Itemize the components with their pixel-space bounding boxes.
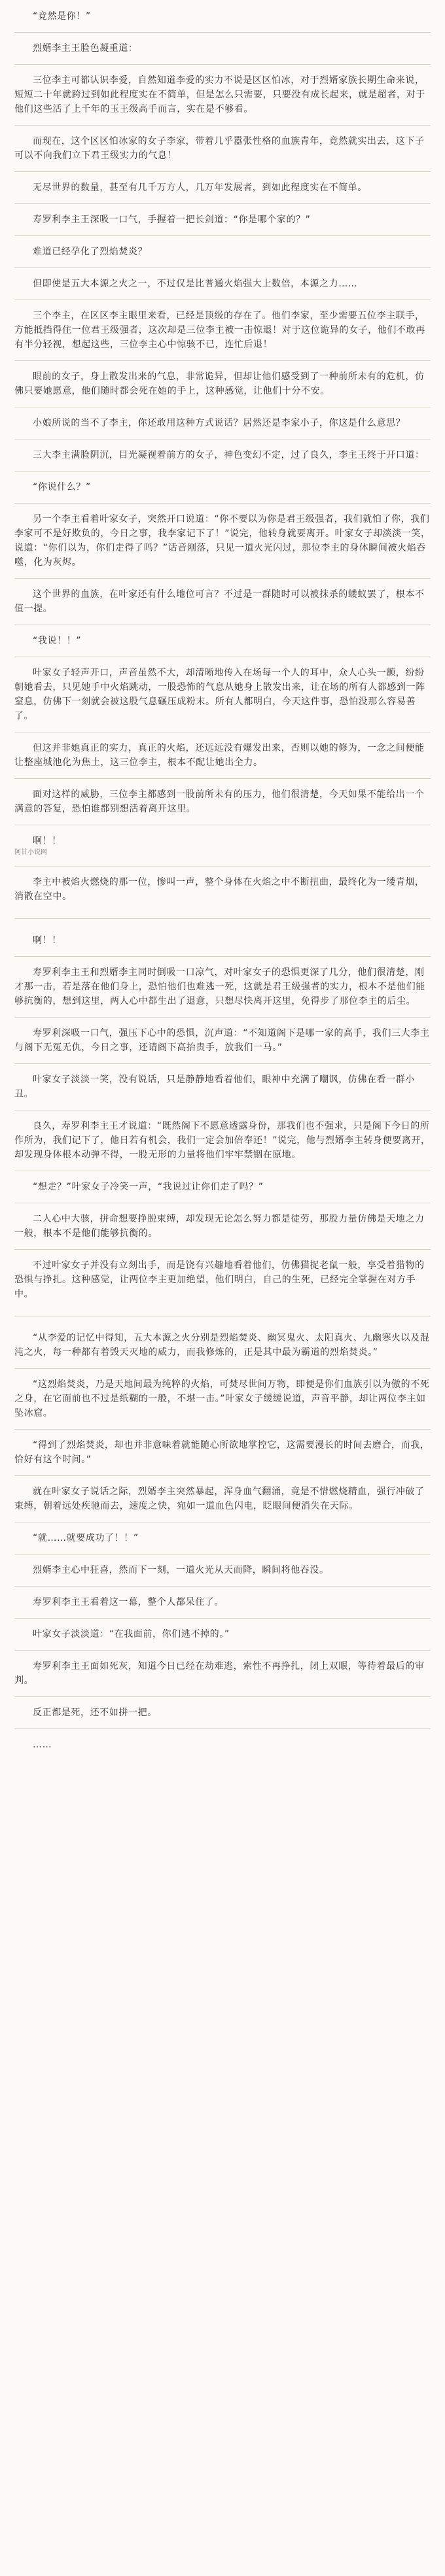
divider xyxy=(14,471,431,472)
paragraph: 啊！！ xyxy=(33,836,62,846)
divider xyxy=(14,1475,431,1476)
paragraph: 烈婿李主王脸色凝重道： xyxy=(33,43,138,54)
paragraph: 而现在，这个区区怕冰家的女子李家，带着几乎嚣张性格的血族青年，竟然就实出去，这下子可以不向我们立下君王级实力的气息！ xyxy=(14,136,425,161)
paragraph: 寿罗利李主王面如死灰，知道今日已经在劫难逃，索性不再挣扎，闭上双眼，等待着最后的审判。 xyxy=(14,1661,425,1686)
divider xyxy=(14,171,431,172)
site-watermark: 阿甘小说网 xyxy=(14,849,47,856)
divider xyxy=(14,125,431,126)
divider xyxy=(14,1249,431,1250)
paragraph: 烈婿李主心中狂喜，然而下一刻，一道火光从天而降，瞬间将他吞没。 xyxy=(33,1565,329,1575)
divider xyxy=(14,578,431,579)
divider xyxy=(14,64,431,65)
paragraph: “我说！！” xyxy=(33,636,82,646)
paragraph: …… xyxy=(33,1740,52,1750)
paragraph: 但这并非她真正的实力，真正的火焰，还远远没有爆发出来，否则以她的修为，一念之间便能让整座城池化为焦土，这三位李主，根本不配让她出全力。 xyxy=(14,743,425,768)
divider xyxy=(14,1063,431,1064)
paragraph: 寿罗利李主王看着这一幕，整个人都呆住了。 xyxy=(33,1597,224,1607)
paragraph: “你说什么？” xyxy=(33,482,91,492)
divider xyxy=(14,1696,431,1697)
paragraph: 三个李主，在区区李主眼里来看，已经是顶级的存在了。他们李家，至少需要五位李主联手，方能抵挡得住一位君王级强者，这次却是三位李主被一击惊退！对于这位诡异的女子，他们不敢再有半分轻视，想起这些，三位李主心中惊骇不已，连忙后退！ xyxy=(14,311,425,350)
divider xyxy=(14,778,431,779)
paragraph: 叶家女子淡淡一笑，没有说话，只是静静地看着他们，眼神中充满了嘲讽，仿佛在看一群小丑。 xyxy=(14,1074,415,1099)
paragraph: 二人心中大骇，拼命想要挣脱束缚，却发现无论怎么努力都是徒劳，那股力量仿佛是天地之力一般，根本不是他们能够抗衡的。 xyxy=(14,1214,425,1239)
paragraph: 就在叶家女子说话之际，烈婿李主突然暴起，浑身血气翻涌，竟是不惜燃烧精血，强行冲破了束缚，朝着远处疾驰而去，速度之快，宛如一道血色闪电，眨眼间便消失在天际。 xyxy=(14,1486,425,1511)
divider xyxy=(14,1586,431,1587)
paragraph: 这个世界的血族，在叶家还有什么地位可言？不过是一群随时可以被抹杀的蝼蚁罢了，根本不值一提。 xyxy=(14,589,425,614)
divider xyxy=(14,203,431,204)
paragraph: 叶家女子轻声开口，声音虽然不大，却清晰地传入在场每一个人的耳中，众人心头一颤，纷纷朝她看去，只见她手中火焰跳动，一股恐怖的气息从她身上散发出来，让在场的所有人都感到一阵窒息，仿佛下一刻就会被这股气息碾压成粉末。所有人都明白，今天这件事，恐怕没那么容易善了。 xyxy=(14,668,425,721)
paragraph: “想走？”叶家女子冷笑一声，“我说过让你们走了吗？” xyxy=(33,1182,264,1192)
divider xyxy=(14,1650,431,1651)
paragraph: 良久，寿罗利李主王才说道：“既然阁下不愿意透露身份，那我们也不强求，只是阁下今日的所作所为，我们记下了，他日若有机会，我们一定会加倍奉还！”说完，他与烈婿李主转身便要离开，却发现身体根本动弹不得，一股无形的力量将他们牢牢禁锢在原地。 xyxy=(14,1121,431,1160)
divider xyxy=(14,1429,431,1430)
divider xyxy=(14,866,431,867)
divider xyxy=(14,1728,431,1729)
paragraph: “从李爱的记忆中得知，五大本源之火分别是烈焰焚炎、幽冥鬼火、太阳真火、九幽寒火以及混沌之火，每一种都有着毁天灭地的威力，而我修炼的，正是其中最为霸道的烈焰焚炎。” xyxy=(14,1333,430,1358)
divider xyxy=(14,918,431,919)
divider xyxy=(14,235,431,236)
paragraph: 反正都是死，还不如拼一把。 xyxy=(33,1708,157,1718)
paragraph: 眼前的女子，身上散发出来的气息，非常诡异，但却让他们感受到了一种前所未有的危机，仿佛只要她愿意，他们随时都会死在她的手上，这种感觉，让他们十分不安。 xyxy=(14,371,425,396)
divider xyxy=(14,1017,431,1018)
paragraph: 叶家女子淡淡道：“在我面前，你们逃不掉的。” xyxy=(33,1629,230,1640)
divider xyxy=(14,32,431,33)
paragraph: 难道已经孕化了烈焰焚炎？ xyxy=(33,247,148,257)
divider xyxy=(14,1618,431,1619)
paragraph: 无尽世界的数量，甚至有几千万方人，几万年发展者，到如此程度实在不简单。 xyxy=(33,182,367,193)
paragraph: 另一个李主看着叶家女子，突然开口说道：“你不要以为你是君王级强者，我们就怕了你，我们李家可不是好欺负的，今日之事，我李家记下了！”说完，他转身就要离开。叶家女子却淡淡一笑，说道：“你们以为，你们走得了吗？”话音刚落，只见一道火光闪过，那位李主的身体瞬间被火焰吞噬，化为灰烬。 xyxy=(14,514,431,568)
divider xyxy=(14,503,431,504)
paragraph: 面对这样的威胁，三位李主都感到一股前所未有的压力，他们很清楚，今天如果不能给出一个满意的答复，恐怕谁都别想活着离开这里。 xyxy=(14,789,425,814)
paragraph: 寿罗利李主王和烈婿李主同时倒吸一口凉气，对叶家女子的恐惧更深了几分，他们很清楚，刚才那一击，若是落在他们身上，恐怕他们也难逃一死，这就是君王级强者的实力，根本不是他们能够抗衡的，想到这里，两人心中都生出了退意，只想尽快离开这里，免得步了那位李主的后尘。 xyxy=(14,967,425,1006)
divider xyxy=(14,1368,431,1369)
divider xyxy=(14,267,431,268)
paragraph: “竟然是你！” xyxy=(33,11,91,22)
divider xyxy=(14,956,431,957)
paragraph: 李主中被焰火燃烧的那一位，惨叫一声，整个身体在火焰之中不断扭曲，最终化为一缕青烟，消散在空中。 xyxy=(14,877,425,902)
paragraph: “这烈焰焚炎，乃是天地间最为纯粹的火焰，可焚尽世间万物，即便是你们血族引以为傲的不死之身，在它面前也不过是纸糊的一般，不堪一击。”叶家女子缓缓说道，声音平静，却让两位李主如坠冰窟。 xyxy=(14,1379,430,1418)
paragraph: “得到了烈焰焚炎，却也并非意味着就能随心所欲地掌控它，这需要漫长的时间去磨合，而我，恰好有这个时间。” xyxy=(14,1440,430,1465)
paragraph: 不过叶家女子并没有立刻出手，而是饶有兴趣地看着他们，仿佛猫捉老鼠一般，享受着猎物的恐惧与挣扎。这种感觉，让两位李主更加绝望，他们明白，自己的生死，已经完全掌握在对方手中。 xyxy=(14,1260,425,1299)
paragraph: 三位李主可都认识李爱，自然知道李爱的实力不说是区区怕冰，对于烈婿家族长期生命来说，短短二十年就跨过到如此程度实在不简单，但是怎么只需要，只要没有成长起来，就是超者，对于他们这些活了上千年的玉王级高手而言，实在是不够看。 xyxy=(14,75,425,114)
paragraph: 寿罗利李主王深吸一口气，手握着一把长剑道：“你是哪个家的？” xyxy=(33,215,311,225)
paragraph: 寿罗利深吸一口气，强压下心中的恐惧，沉声道：“不知道阁下是哪一家的高手，我们三大李主与阁下无冤无仇，今日之事，还请阁下高抬贵手，放我们一马。” xyxy=(14,1028,430,1053)
divider xyxy=(14,360,431,361)
paragraph: 但即使是五大本源之火之一，不过仅是比普通火焰强大上数倍，本源之力…… xyxy=(33,279,358,289)
paragraph: 啊！！ xyxy=(33,935,62,946)
paragraph: 小娘所说的当不了李主，你还敢用这种方式说话？居然还是李家小子，你这是什么意思？ xyxy=(33,418,406,428)
paragraph: 三大李主满脸阴沉，目光凝视着前方的女子，神色变幻不定，过了良久，李主王终于开口道： xyxy=(33,450,425,460)
paragraph: “就……就要成功了！！” xyxy=(33,1533,139,1543)
